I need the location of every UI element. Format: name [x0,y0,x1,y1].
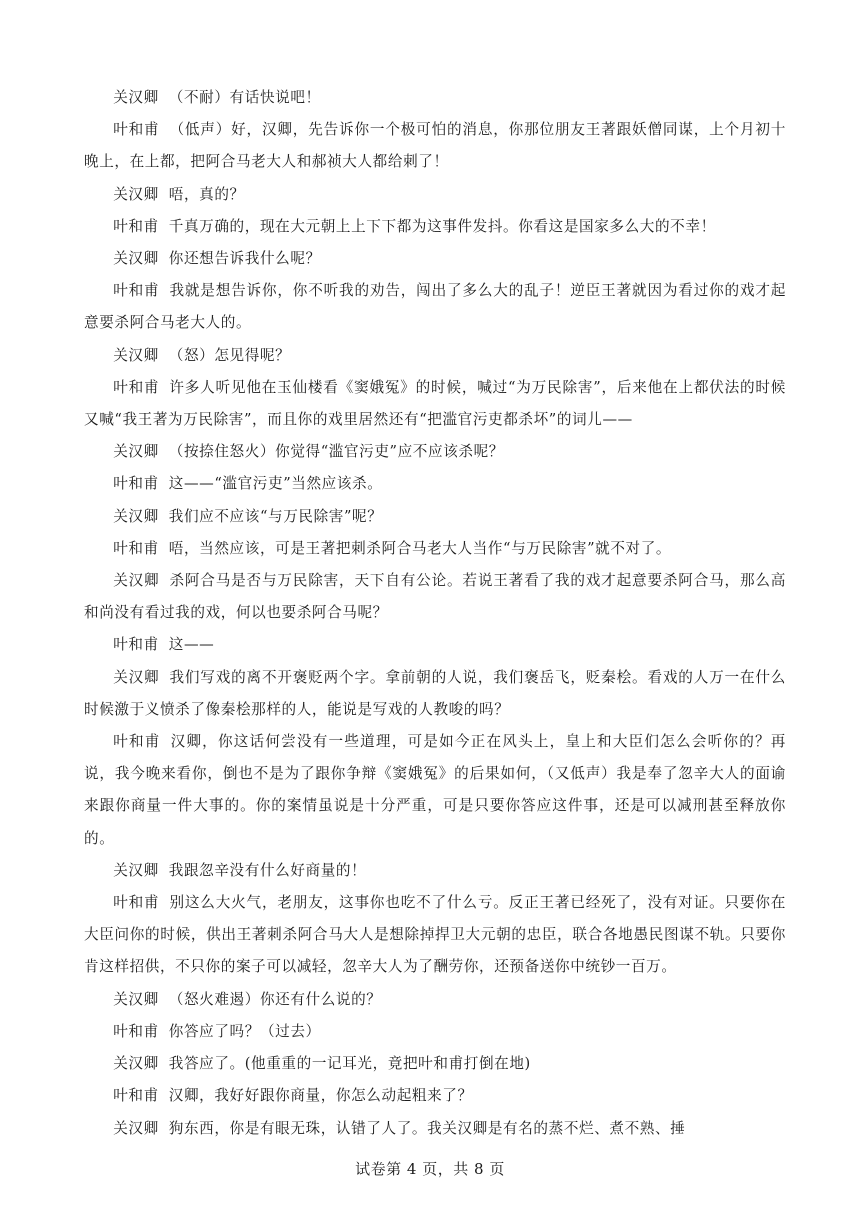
speaker-name: 关汉卿 [113,443,159,461]
dialogue-line [84,629,786,661]
dialogue-line [84,468,786,500]
script-dialogue [84,82,786,1145]
speaker-name: 叶和甫 [113,475,159,493]
line-text: （低声）好，汉卿，先告诉你一个极可怕的消息，你那位朋友王著跟妖僧同谋，上个月初十晚上，在上都，把阿合马老大人和郝祯大人都给刺了！ [84,121,786,171]
dialogue-line [84,855,786,887]
line-text: 汉卿，你这话何尝没有一些道理，可是如今正在风头上，皇上和大臣们怎么会听你的？再说，我今晚来看你，倒也不是为了跟你争辩《窦娥冤》的后果如何，（又低声）我是奉了忽辛大人的面谕来跟你商量一件大事的。你的案情虽说是十分严重，可是只要你答应这件事，还是可以减刑甚至释放你的。 [84,733,786,847]
dialogue-line [84,275,786,339]
line-text: （按捺住怒火）你觉得“滥官污吏”应不应该杀呢？ [168,443,504,461]
dialogue-line [84,1113,786,1145]
line-text: 我们写戏的离不开褒贬两个字。拿前朝的人说，我们褒岳飞，贬秦桧。看戏的人万一在什么时候激于义愤杀了像秦桧那样的人，能说是写戏的人教唆的吗？ [84,668,786,718]
speaker-name: 关汉卿 [113,990,159,1008]
dialogue-line [84,243,786,275]
dialogue-line [84,211,786,243]
line-text: 你答应了吗？（过去） [168,1022,321,1040]
speaker-name: 叶和甫 [113,217,159,235]
speaker-name: 叶和甫 [113,121,160,139]
line-text: （怒）怎见得呢？ [168,346,291,364]
dialogue-line [84,436,786,468]
speaker-name: 关汉卿 [113,572,160,590]
dialogue-line [84,662,786,726]
line-text: （不耐）有话快说吧！ [168,89,321,106]
speaker-name: 关汉卿 [113,861,159,879]
dialogue-line [84,82,786,114]
dialogue-line [84,1080,786,1112]
speaker-name: 关汉卿 [113,1119,159,1137]
line-text: 你还想告诉我什么呢？ [168,250,321,268]
dialogue-line [84,114,786,178]
speaker-name: 关汉卿 [113,250,159,268]
line-text: 这——“滥官污吏”当然应该杀。 [168,475,383,493]
speaker-name: 关汉卿 [113,507,159,525]
speaker-name: 叶和甫 [113,636,159,654]
line-text: 千真万确的，现在大元朝上上下下都为这事件发抖。你看这是国家多么大的不幸！ [168,217,716,235]
dialogue-line [84,726,786,855]
line-text: 唔，真的？ [168,185,245,203]
line-text: 唔，当然应该，可是王著把刺杀阿合马老大人当作“与万民除害”就不对了。 [168,539,672,557]
dialogue-line [84,887,786,984]
dialogue-line [84,372,786,436]
dialogue-line [84,1048,786,1080]
line-text: 别这么大火气，老朋友，这事你也吃不了什么亏。反正王著已经死了，没有对证。只要你在大臣问你的时候，供出王著刺杀阿合马大人是想除掉捍卫大元朝的忠臣，联合各地愚民图谋不轨。只要你肯这样招供，不只你的案子可以减轻，忽辛大人为了酬劳你，还预备送你中统钞一百万。 [84,894,786,976]
speaker-name: 关汉卿 [113,89,159,106]
dialogue-line [84,1016,786,1048]
line-text: 我答应了。(他重重的一记耳光，竟把叶和甫打倒在地) [168,1055,531,1073]
speaker-name: 叶和甫 [113,733,161,751]
line-text: 汉卿，我好好跟你商量，你怎么动起粗来了？ [168,1087,473,1105]
line-text: 这—— [168,636,215,654]
speaker-name: 关汉卿 [113,1055,159,1073]
speaker-name: 关汉卿 [113,346,159,364]
dialogue-line [84,533,786,565]
line-text: 我就是想告诉你，你不听我的劝告，闯出了多么大的乱子！逆臣王著就因为看过你的戏才起意要杀阿合马老大人的。 [84,282,786,332]
page-number-footer: 试卷第 4 页，共 8 页 [355,1160,505,1178]
speaker-name: 关汉卿 [113,668,160,686]
speaker-name: 叶和甫 [113,1022,159,1040]
line-text: 我跟忽辛没有什么好商量的！ [168,861,367,879]
line-text: 杀阿合马是否与万民除害，天下自有公论。若说王著看了我的戏才起意要杀阿合马，那么高和尚没有看过我的戏，何以也要杀阿合马呢？ [84,572,786,622]
speaker-name: 叶和甫 [113,378,160,396]
line-text: 狗东西，你是有眼无珠，认错了人了。我关汉卿是有名的蒸不烂、煮不熟、捶 [168,1119,686,1137]
dialogue-line [84,984,786,1016]
dialogue-line [84,340,786,372]
line-text: （怒火难遏）你还有什么说的？ [168,990,382,1008]
line-text: 许多人听见他在玉仙楼看《窦娥冤》的时候，喊过“为万民除害”，后来他在上都伏法的时候又喊“我王著为万民除害”，而且你的戏里居然还有“把滥官污吏都杀坏”的词儿—— [84,378,786,429]
speaker-name: 叶和甫 [113,894,160,912]
dialogue-line [84,179,786,211]
dialogue-line [84,565,786,629]
speaker-name: 叶和甫 [113,1087,159,1105]
speaker-name: 叶和甫 [113,282,160,300]
speaker-name: 叶和甫 [113,539,159,557]
speaker-name: 关汉卿 [113,185,159,203]
line-text: 我们应不应该“与万民除害”呢？ [168,507,383,525]
dialogue-line [84,501,786,533]
